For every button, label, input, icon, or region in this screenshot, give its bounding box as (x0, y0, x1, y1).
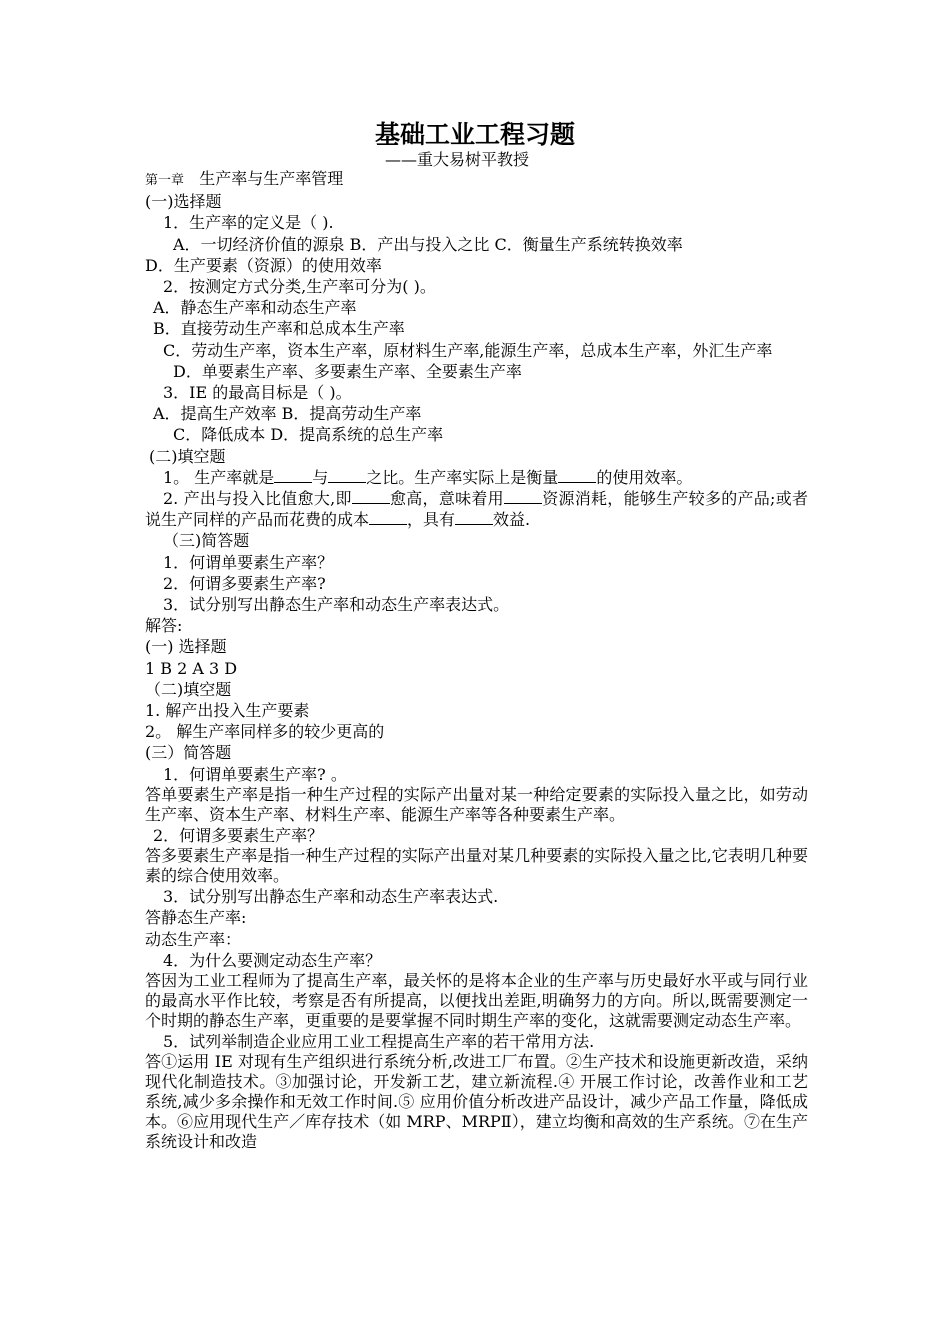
short-question-1: 1．何谓单要素生产率？ (163, 552, 334, 572)
section-heading-short: （三)简答题 (163, 531, 250, 551)
answer-5-text: 答①运用 IE 对现有生产组织进行系统分析,改进工厂布置。②生产技术和设施更新改造，采纳现代化制造技术。③加强讨论，开发新工艺，建立新流程.④ 开展工作讨论，改善作业和工艺系统,减少多余操作和无效工作时间.⑤ 应用价值分析改进产品设计，减少产品工作量，降低成本。⑥应用现代生产／库存技术（如 MRP、MRPⅡ），建立均衡和高效的生产系统。⑦在生产系统设计和改造 (145, 1052, 808, 1152)
question-2-option-a: A．静态生产率和动态生产率 (153, 298, 357, 318)
answers-choice-values: 1 B 2 A 3 D (145, 658, 238, 678)
answer-blank[interactable] (274, 468, 312, 483)
answers-fill-heading: （二)填空题 (145, 679, 232, 699)
answer-1-question: 1．何谓单要素生产率? 。 (163, 764, 347, 784)
document-subtitle: ——重大易树平教授 (385, 150, 530, 169)
answer-blank[interactable] (455, 510, 493, 525)
answer-2-question: 2．何谓多要素生产率？ (153, 825, 324, 845)
question-3: 3．IE 的最高目标是（ )。 (163, 383, 352, 403)
chapter-prefix: 第一章 (145, 173, 185, 188)
question-3-options-cd: C．降低成本 D．提高系统的总生产率 (173, 425, 444, 445)
answer-blank[interactable] (352, 489, 390, 504)
fill-question-2: 2. 产出与投入比值愈大,即 愈高，意味着用 资源消耗，能够生产较多的产品;或者说生产同样的产品而花费的成本 ，具有 效益. (145, 489, 808, 530)
answer-3-question: 3．试分别写出静态生产率和动态生产率表达式. (163, 887, 499, 907)
chapter-title: 生产率与生产率管理 (199, 169, 344, 188)
answer-1-text: 答单要素生产率是指一种生产过程的实际产出量对某一种给定要素的实际投入量之比，如劳动生产率、资本生产率、材料生产率、能源生产率等各种要素生产率。 (145, 784, 808, 824)
section-heading-choice: (一)选择题 (145, 192, 222, 212)
document-title: 基础工业工程习题 (374, 120, 575, 149)
question-2: 2．按测定方式分类,生产率可分为( )。 (163, 277, 436, 297)
answer-blank[interactable] (369, 510, 407, 525)
chapter-heading (145, 168, 808, 191)
answer-blank[interactable] (504, 489, 542, 504)
fill-question-1: 1。 生产率就是 与 之比。生产率实际上是衡量 的使用效率。 (163, 467, 693, 487)
answers-fill-1: 1. 解产出投入生产要素 (145, 701, 310, 721)
answer-3-dynamic: 动态生产率： (145, 929, 242, 949)
answers-short-heading: (三）简答题 (145, 743, 232, 763)
short-question-2: 2．何谓多要素生产率? (163, 573, 326, 593)
answer-blank[interactable] (328, 468, 366, 483)
answer-4-question: 4．为什么要测定动态生产率？ (163, 950, 382, 970)
document-body (145, 168, 808, 1152)
answers-label: 解答: (145, 616, 183, 636)
answer-5-question: 5．试列举制造企业应用工业工程提高生产率的若干常用方法. (163, 1031, 595, 1051)
question-2-option-d: D．单要素生产率、多要素生产率、全要素生产率 (173, 361, 522, 381)
question-2-option-c: C．劳动生产率，资本生产率，原材料生产率,能源生产率，总成本生产率，外汇生产率 (163, 340, 773, 360)
question-1-options-abc: A．一切经济价值的源泉 B．产出与投入之比 C．衡量生产系统转换效率 (173, 234, 683, 254)
answers-fill-2: 2。 解生产率同样多的较少更高的 (145, 722, 385, 742)
question-3-options-ab: A．提高生产效率 B．提高劳动生产率 (153, 404, 422, 424)
answer-blank[interactable] (558, 468, 596, 483)
short-question-3: 3．试分别写出静态生产率和动态生产率表达式。 (163, 595, 510, 615)
question-2-option-b: B．直接劳动生产率和总成本生产率 (153, 319, 405, 339)
answers-choice-heading: (一) 选择题 (145, 637, 227, 657)
question-1-option-d: D．生产要素（资源）的使用效率 (145, 255, 382, 275)
answer-2-text: 答多要素生产率是指一种生产过程的实际产出量对某几种要素的实际投入量之比,它表明几种要素的综合使用效率。 (145, 846, 808, 886)
question-1: 1．生产率的定义是（ ). (163, 213, 334, 233)
answer-3-static: 答静态生产率: (145, 908, 247, 928)
section-heading-fill: (二)填空题 (149, 446, 226, 466)
answer-4-text: 答因为工业工程师为了提高生产率，最关怀的是将本企业的生产率与历史最好水平或与同行业的最高水平作比较，考察是否有所提高，以便找出差距,明确努力的方向。所以,既需要测定一个时期的静态生产率，更重要的是要掌握不同时期生产率的变化，这就需要测定动态生产率。 (145, 970, 808, 1030)
